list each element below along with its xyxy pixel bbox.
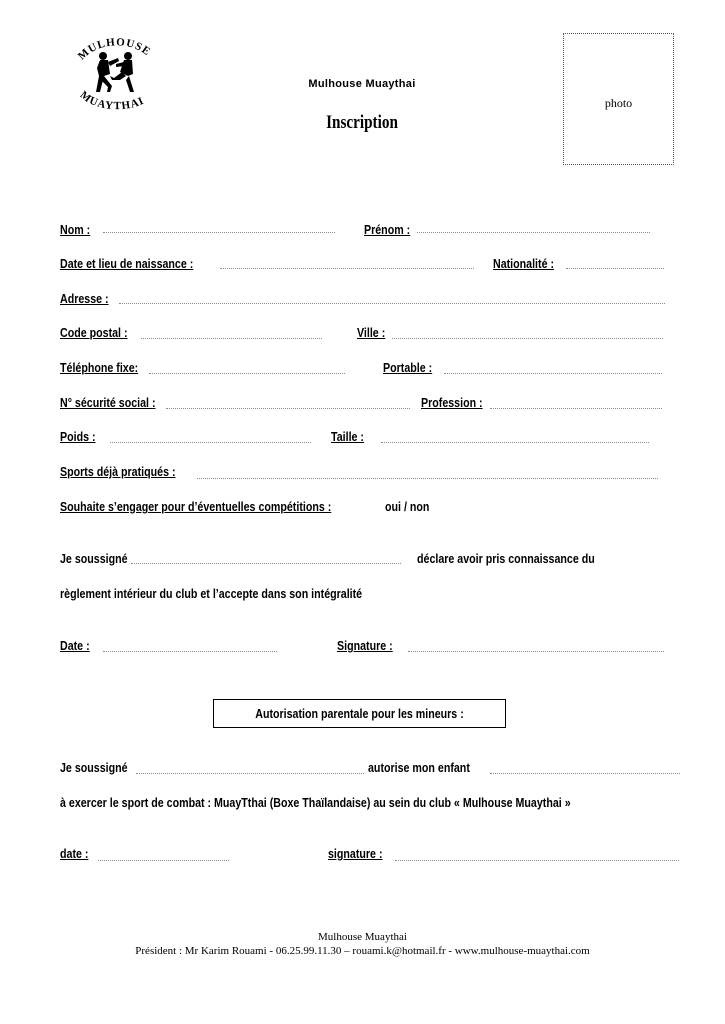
label-prenom: Prénom : <box>364 222 411 237</box>
label-parental-signature: signature : <box>328 846 383 861</box>
label-taille: Taille : <box>331 429 364 444</box>
field-parent-name[interactable] <box>136 773 364 774</box>
label-poids: Poids : <box>60 429 96 444</box>
label-date: Date : <box>60 638 90 653</box>
competition-choice[interactable]: oui / non <box>385 499 430 514</box>
field-signature[interactable] <box>408 651 664 652</box>
label-sports: Sports déjà pratiqués : <box>60 464 176 479</box>
fighters-logo-icon <box>70 34 162 114</box>
label-nom: Nom : <box>60 222 91 237</box>
label-nationalite: Nationalité : <box>493 256 555 271</box>
photo-box <box>563 33 674 165</box>
field-parental-date[interactable] <box>98 860 229 861</box>
label-date-lieu: Date et lieu de naissance : <box>60 256 194 271</box>
parental-je-soussigne: Je soussigné <box>60 760 128 775</box>
photo-label: photo <box>604 96 633 110</box>
parental-exercer: à exercer le sport de combat : MuayTthai (Boxe Thaïlandaise) au sein du club « Mulhouse Muaythai » <box>60 795 571 810</box>
field-poids[interactable] <box>110 442 311 443</box>
club-logo <box>70 34 162 114</box>
field-child-name[interactable] <box>490 773 680 774</box>
logo-text-top: MULHOUSE <box>75 36 154 63</box>
parental-autorise: autorise mon enfant <box>368 760 470 775</box>
field-parental-signature[interactable] <box>395 860 679 861</box>
club-name: Mulhouse Muaythai <box>308 78 416 90</box>
footer-contact: Président : Mr Karim Rouami - 06.25.99.11.30 – rouami.k@hotmail.fr - www.mulhouse-muaythai.com <box>135 945 590 957</box>
declaration-je-soussigne: Je soussigné <box>60 551 128 566</box>
declaration-reglement: règlement intérieur du club et l’accepte dans son intégralité <box>60 586 363 601</box>
field-portable[interactable] <box>444 373 662 374</box>
field-profession[interactable] <box>490 408 662 409</box>
field-prenom[interactable] <box>417 232 650 233</box>
label-ville: Ville : <box>357 325 386 340</box>
label-securite-sociale: N° sécurité social : <box>60 395 156 410</box>
field-nationalite[interactable] <box>566 268 664 269</box>
field-sports[interactable] <box>197 478 658 479</box>
field-taille[interactable] <box>381 442 649 443</box>
label-telephone: Téléphone fixe: <box>60 360 139 375</box>
field-telephone[interactable] <box>149 373 345 374</box>
field-date-lieu[interactable] <box>220 268 474 269</box>
field-declaration-name[interactable] <box>131 563 401 564</box>
field-ville[interactable] <box>392 338 663 339</box>
page-title: Inscription <box>326 112 398 133</box>
label-profession: Profession : <box>421 395 483 410</box>
parental-authorization-title: Autorisation parentale pour les mineurs : <box>255 706 464 721</box>
declaration-declare: déclare avoir pris connaissance du <box>417 551 595 566</box>
logo-text-bottom: MUAYTHAI <box>77 88 147 113</box>
field-adresse[interactable] <box>119 303 665 304</box>
label-adresse: Adresse : <box>60 291 109 306</box>
field-securite-sociale[interactable] <box>166 408 410 409</box>
svg-text:MULHOUSE <box>76 36 153 62</box>
label-code-postal: Code postal : <box>60 325 128 340</box>
field-date[interactable] <box>103 651 277 652</box>
label-signature: Signature : <box>337 638 393 653</box>
label-competitions: Souhaite s’engager pour d’éventuelles compétitions : <box>60 499 332 514</box>
field-code-postal[interactable] <box>141 338 322 339</box>
label-parental-date: date : <box>60 846 89 861</box>
label-portable: Portable : <box>383 360 433 375</box>
footer-club-name: Mulhouse Muaythai <box>318 931 407 943</box>
field-nom[interactable] <box>103 232 335 233</box>
svg-text:MUAYTHAI <box>78 89 147 112</box>
parental-authorization-box <box>213 699 506 728</box>
